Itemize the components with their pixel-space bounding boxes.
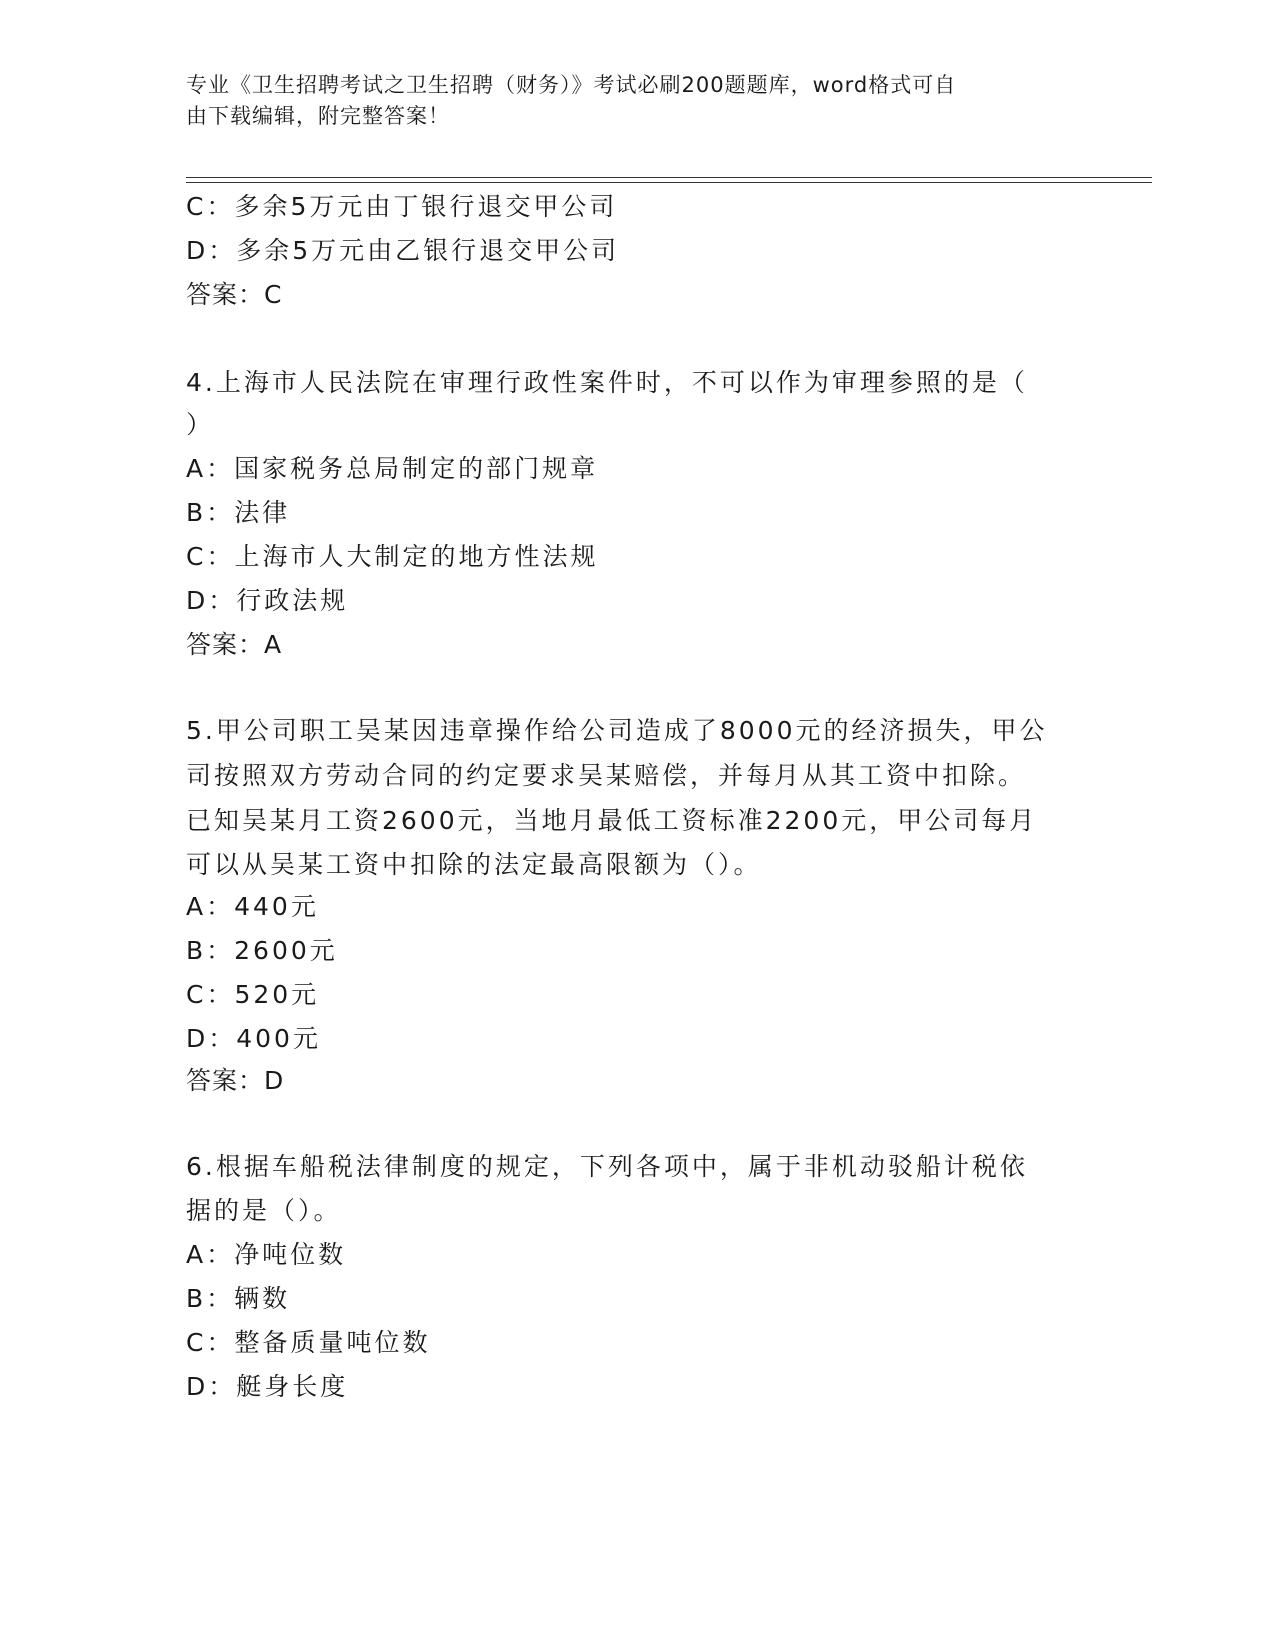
- q5-stem-line-4: 可以从吴某工资中扣除的法定最高限额为（）。: [186, 850, 762, 879]
- header-divider-bottom: [186, 182, 1152, 183]
- q6-stem-line-1: 6.根据车船税法律制度的规定，下列各项中，属于非机动驳船计税依: [186, 1152, 1028, 1181]
- q6-option-a: A：净吨位数: [186, 1240, 347, 1269]
- header-divider-top: [186, 177, 1152, 178]
- q5-answer: 答案：D: [186, 1066, 285, 1095]
- q4-option-c: C：上海市人大制定的地方性法规: [186, 542, 599, 571]
- q3-option-d: D：多余5万元由乙银行退交甲公司: [186, 236, 620, 265]
- q4-option-b: B：法律: [186, 498, 291, 527]
- q5-stem-line-3: 已知吴某月工资2600元，当地月最低工资标准2200元，甲公司每月: [186, 806, 1038, 835]
- document-header: [186, 70, 1066, 132]
- q6-option-b: B：辆数: [186, 1284, 291, 1313]
- q5-option-c: C：520元: [186, 980, 320, 1009]
- q5-stem-line-2: 司按照双方劳动合同的约定要求吴某赔偿，并每月从其工资中扣除。: [186, 761, 1027, 790]
- q5-option-b: B：2600元: [186, 936, 338, 965]
- q6-option-c: C：整备质量吨位数: [186, 1328, 431, 1357]
- q6-stem-line-2: 据的是（）。: [186, 1196, 342, 1225]
- header-line-2: 由下载编辑，附完整答案！: [186, 104, 450, 128]
- q6-option-d: D：艇身长度: [186, 1372, 349, 1401]
- q4-answer: 答案：A: [186, 630, 283, 659]
- q5-option-d: D：400元: [186, 1024, 321, 1053]
- q3-option-c: C：多余5万元由丁银行退交甲公司: [186, 192, 618, 221]
- header-line-1: 专业《卫生招聘考试之卫生招聘（财务）》考试必刷200题题库，word格式可自: [186, 73, 957, 97]
- q4-stem-line-1: 4.上海市人民法院在审理行政性案件时，不可以作为审理参照的是（: [186, 368, 1028, 397]
- q4-option-d: D：行政法规: [186, 586, 349, 615]
- q4-option-a: A：国家税务总局制定的部门规章: [186, 454, 599, 483]
- q5-option-a: A：440元: [186, 892, 319, 921]
- q3-answer: 答案：C: [186, 280, 283, 309]
- q4-stem-line-2: ）: [186, 410, 215, 439]
- q5-stem-line-1: 5.甲公司职工吴某因违章操作给公司造成了8000元的经济损失，甲公: [186, 716, 1048, 745]
